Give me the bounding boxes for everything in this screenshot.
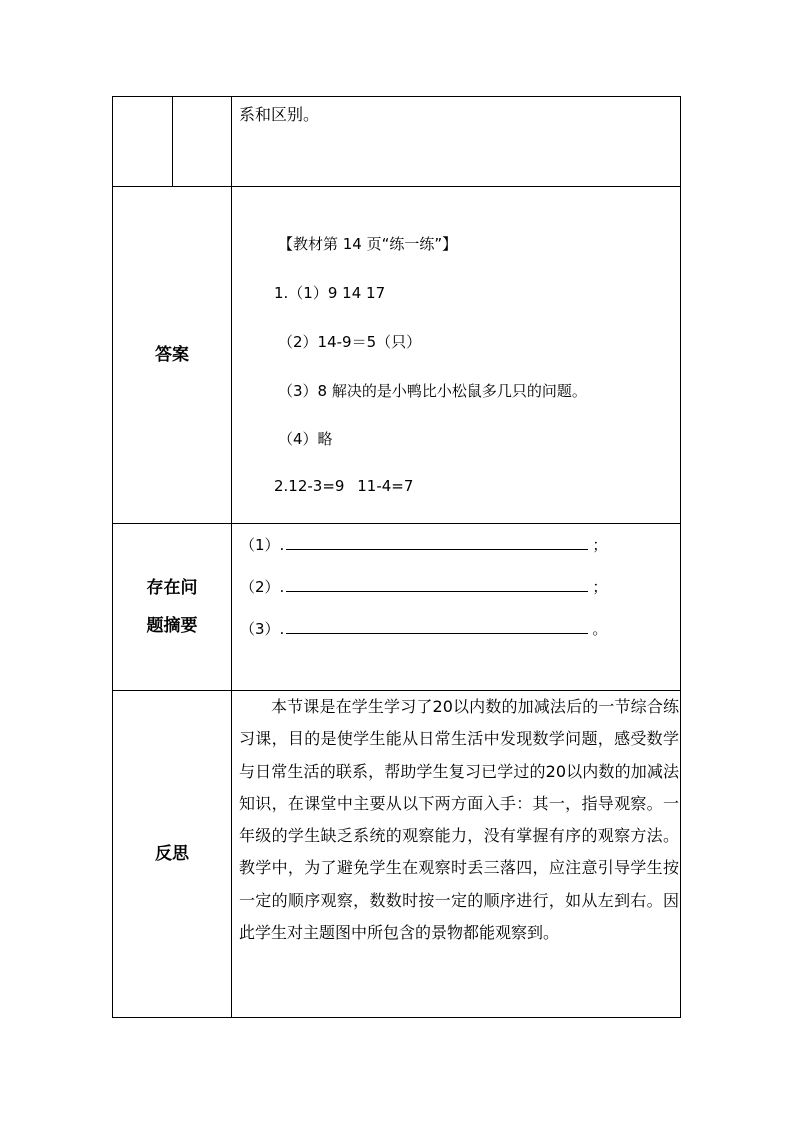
- answer-label-text: 答案: [155, 345, 189, 365]
- answer-line-5: 2.12-3=9 11-4=7: [274, 477, 414, 495]
- problem-blank-1[interactable]: [286, 535, 588, 550]
- reflection-paragraph: 本节课是在学生学习了20以内数的加减法后的一节综合练习课，目的是使学生能从日常生活中发现数学问题，感受数学与日常生活的联系，帮助学生复习已学过的20以内数的加减法知识，在课堂中主要从以下两方面入手：其一，指导观察。一年级的学生缺乏系统的观察能力，没有掌握有序的观察方法。教学中，为了避免学生在观察时丢三落四，应注意引导学生按一定的顺序观察，数数时按一定的顺序进行，如从左到右。因此学生对主题图中所包含的景物都能观察到。: [239, 697, 679, 943]
- reflection-cell: [232, 691, 680, 1017]
- answer-line-1: 1.（1）9 14 17: [274, 284, 386, 302]
- problems-label: [113, 524, 231, 690]
- reflection-label-text: 反思: [155, 844, 189, 864]
- problems-cell: [232, 524, 680, 690]
- continued-text-cell: [232, 97, 680, 186]
- problem-item-3: [240, 618, 607, 639]
- problem-item-suffix: ；: [592, 536, 608, 554]
- answer-line-3: （3）8 解决的是小鸭比小松鼠多几只的问题。: [278, 382, 587, 400]
- problems-label-line-2: 题摘要: [146, 616, 198, 636]
- answer-line-4: （4）略: [278, 430, 333, 448]
- problem-item-1: [240, 534, 607, 555]
- problem-item-suffix: ；: [592, 578, 608, 596]
- problem-item-prefix: （1）.: [240, 536, 285, 554]
- reflection-text-block: [239, 691, 679, 949]
- answer-label: [113, 187, 231, 523]
- answer-cell: [232, 187, 680, 523]
- problem-blank-2[interactable]: [286, 577, 588, 592]
- problems-label-line-1: 存在问: [146, 578, 198, 598]
- problem-item-prefix: （2）.: [240, 578, 285, 596]
- problem-item-suffix: 。: [592, 620, 608, 638]
- column-divider: [172, 97, 173, 186]
- problem-item-2: [240, 576, 607, 597]
- answer-line-2: （2）14-9＝5（只）: [278, 333, 422, 351]
- problem-item-prefix: （3）.: [240, 620, 285, 638]
- continued-text: 系和区别。: [239, 105, 320, 124]
- answer-heading: 【教材第 14 页“练一练”】: [278, 235, 458, 253]
- problem-blank-3[interactable]: [286, 619, 588, 634]
- lesson-table: [112, 96, 681, 1018]
- reflection-label: [113, 691, 231, 1017]
